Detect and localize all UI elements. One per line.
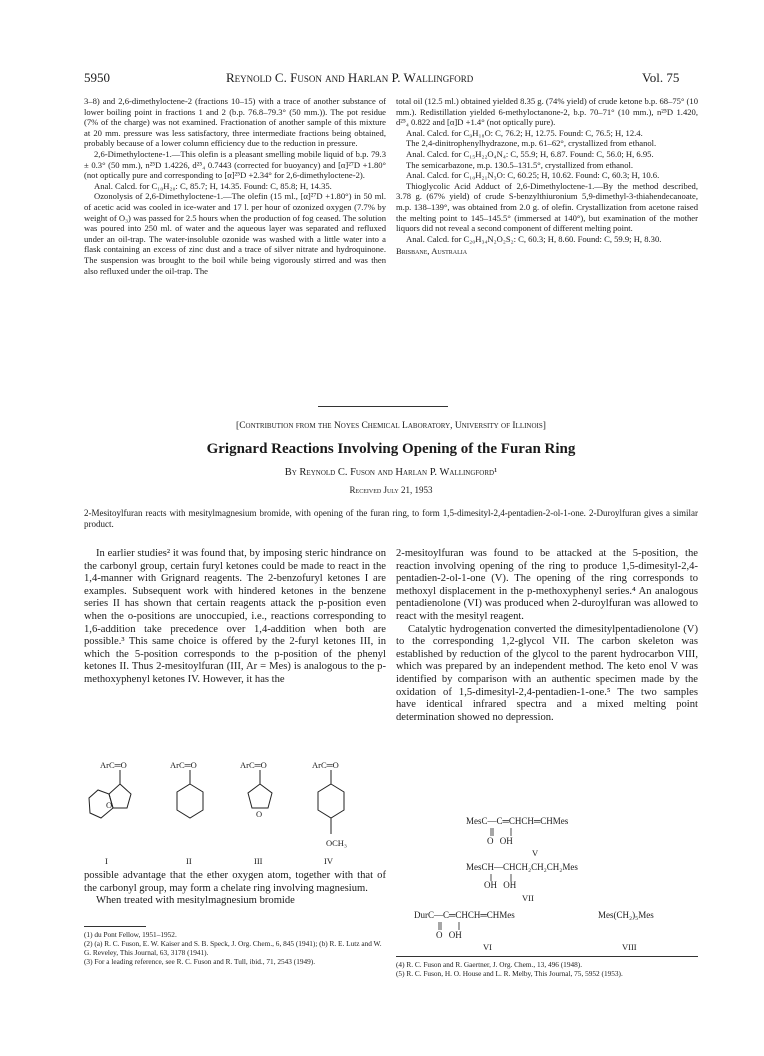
footnote: (1) du Pont Fellow, 1951–1952. (84, 930, 177, 939)
footnotes-left (84, 930, 386, 966)
paragraph: 2,6-Dimethyloctene-1.—This olefin is a pleasant smelling mobile liquid of b.p. 79.3 ± 0.3° (50 mm.), n²⁵D 1.4226, d²⁵₄ 0.7443 (corrected for buoyancy) and [α]²⁷D +1.80° (not optically pure and corresponding to [α]²⁵D +2.34° for 2,6-dimethyloctene-2). (84, 148, 386, 181)
paragraph: When treated with mesitylmagnesium bromide (96, 895, 295, 907)
compound-label: I (105, 856, 108, 866)
paragraph: Catalytic hydrogenation converted the dimesitylpentadienolone (V) to the corresponding 1,2-glycol VII. The carbon skeleton was established by reduction of the glycol to the parent hydrocarbon VIII, which was prepared by an independent method. The keto enol V was identified by comparison with an authentic specimen made by the oxidation of 1,5-dimesityl-2,4-pentadien-1-one.⁵ The two samples have identical infrared spectra and a mixed melting point determination showed no depression. (396, 623, 698, 723)
footnote-divider (84, 926, 146, 927)
location: Brisbane, Australia (396, 246, 468, 257)
contribution-line: [Contribution from the Noyes Chemical Laboratory, University of Illinois] (236, 421, 546, 431)
compound-label: VI (483, 942, 492, 952)
paragraph: Anal. Calcd. for C₉H₁₈O: C, 76.2; H, 12.75. Found: C, 76.5; H, 12.4. (406, 127, 643, 138)
structures-I-IV (84, 756, 386, 868)
compound-label: VIII (622, 942, 637, 952)
compound-label: IV (324, 856, 333, 866)
paragraph: possible advantage that the ether oxygen atom, together with that of the carbonyl group, may form a chelate ring involving magnesium. (84, 870, 386, 894)
paragraph: In earlier studies² it was found that, by imposing steric hindrance on the carbonyl group, certain furyl ketones could be made to react in the 1,4-manner with Grignard reagents. The 2-benzofuryl ketones I are examples. Subsequent work with hindered ketones in the benzene series II has shown that certain reagents attack the p-position even when the o-positions are unoccupied, i.e., reactions corresponding to 1,6-addition take precedence over 1,4-addition when both are possible.³ This same choice is offered by the 2-furyl ketones III, in which the 5-position corresponds to the p-position of the phenyl ketones II. Thus 2-mesitoylfuran (III, Ar = Mes) is analogous to the p-methoxyphenyl ketones IV. However, it has the (84, 548, 386, 685)
compound-label: VII (522, 893, 534, 903)
structure-label: ArC═O (240, 760, 267, 770)
methoxy-label: OCH₃ (326, 838, 347, 848)
structure-label: ArC═O (170, 760, 197, 770)
page-number: 5950 (84, 70, 110, 85)
paragraph: Anal. Calcd. for C₂₀H₃₄N₂O₂S₂: C, 60.3; H, 8.60. Found: C, 59.9; H, 8.30. (406, 233, 662, 244)
formula-V: MesC—C═CHCH═CHMes (466, 816, 569, 826)
paragraph: 2-mesitoylfuran was found to be attacked at the 5-position, the reaction involving opening of the ring to produce 1,5-dimesityl-2,4-pentadien-2-ol-1-one (V). The opening of the ring corresponds to methoxyl displacement in the p-methoxyphenyl series.⁴ An analogous pentadienolone (VI) was produced when 2-duroylfuran was allowed to react with the mesityl reagent. (396, 548, 698, 622)
oxygen-atom: O (256, 809, 263, 819)
formula-VII: MesCH—CHCH₂CH₂CH₂Mes (466, 862, 578, 872)
formula-VI: DurC—C═CHCH═CHMes (414, 910, 515, 920)
paragraph: 3–8) and 2,6-dimethyloctene-2 (fractions 10–15) with a trace of another substance of lower boiling point in fractions 1 and 2 (b.p. 76.8–79.3° (50 mm.)). The pot residue (7% of the charge) was not examined. Fractionation of another sample of this mixture at 20 mm. pressure was less satisfactory, three intermediate fractions being obtained, probably because of a lower column efficiency due to the reduction in pressure. (84, 96, 386, 149)
received-date: Received July 21, 1953 (349, 485, 433, 495)
paragraph: Anal. Calcd. for C₁₀H₂₀: C, 85.7; H, 14.35. Found: C, 85.8; H, 14.35. (94, 180, 332, 191)
compound-label: II (186, 856, 192, 866)
running-head-authors: Reynold C. Fuson and Harlan P. Wallingford (226, 70, 474, 85)
formula-VI-substituents: O OH (436, 930, 462, 940)
compound-label: III (254, 856, 263, 866)
footnote: (4) R. C. Fuson and R. Gaertner, J. Org. Chem., 13, 496 (1948). (396, 960, 583, 969)
abstract: 2-Mesitoylfuran reacts with mesitylmagnesium bromide, with opening of the furan ring, to form 1,5-dimesityl-2,4-pentadien-2-ol-1-one. 2-Duroylfuran gives a similar product. (84, 508, 698, 529)
body-right-text (396, 548, 698, 724)
section-divider (318, 406, 448, 407)
compound-label: V (532, 848, 539, 858)
formula-bond-lines (396, 824, 698, 944)
byline: By Reynold C. Fuson and Harlan P. Wallingford¹ (284, 467, 498, 478)
footnote: (3) For a leading reference, see R. C. Fuson and R. Tull, ibid., 71, 2543 (1949). (84, 957, 316, 966)
paragraph: Thioglycolic Acid Adduct of 2,6-Dimethyloctene-1.—By the method described, 3.78 g. (67% yield) of crude S-benzylthiuronium 5,9-dimethyl-3-thiahendecanoate, m.p. 138–139°, was obtained from 2.0 g. of olefin. Crystallization from acetone raised the melting point to 145–145.5° (immersed at 140°), but examination of the mother liquors did not reveal a second component of different melting point. (396, 180, 698, 234)
footnote-divider (396, 956, 698, 957)
footnote: (2) (a) R. C. Fuson, E. W. Kaiser and S. B. Speck, J. Org. Chem., 6, 845 (1941); (b) R. E. Lutz and W. G. Reveley, This Journal, 63, 3178 (1941). (84, 939, 382, 957)
article-title: Grignard Reactions Involving Opening of the Furan Ring (206, 441, 576, 457)
paragraph: Anal. Calcd. for C₁₅H₂₂O₄N₄: C, 55.9; H, 6.87. Found: C, 56.0; H, 6.95. (406, 148, 654, 159)
body-left-text-2 (84, 870, 386, 908)
paragraph: total oil (12.5 ml.) obtained yielded 8.35 g. (74% yield) of crude ketone b.p. 68–75° (10 mm.). Redistillation yielded 6-methyloctanone-2, b.p. 70–71° (10 mm.), n²⁵D 1.420, d²⁵₄ 0.822 and [α]D +1.4° (not optically pure). (396, 96, 699, 128)
volume-label: Vol. 75 (642, 70, 680, 85)
formula-VII-substituents: OH OH (484, 880, 517, 890)
paragraph: The 2,4-dinitrophenylhydrazone, m.p. 61–62°, crystallized from ethanol. (406, 138, 657, 149)
formula-VIII: Mes(CH₂)₅Mes (598, 910, 654, 920)
paragraph: The semicarbazone, m.p. 130.5–131.5°, crystallized from ethanol. (406, 159, 634, 170)
paragraph: Anal. Calcd. for C₁₀H₂₁N₃O: C, 60.25; H, 10.62. Found: C, 60.3; H, 10.6. (406, 170, 660, 181)
structure-label: ArC═O (100, 760, 127, 770)
paragraph: Ozonolysis of 2,6-Dimethyloctene-1.—The olefin (15 ml., [α]²⁷D +1.80°) in 50 ml. of acetic acid was cooled in ice-water and 17 l. per hour of ozonized oxygen (7.7% by weight of O₃) was passed for 2.5 hours when the production of fog ceased. The solution was poured into 250 ml. of water and the aqueous layer was separated and refluxed under an oil-trap. The water-insoluble ozonide was washed with a little water into a flask containing an excess of zinc dust and a trace of silver nitrate and hydroquinone. The suspension was brought to the boil while being vigorously stirred and was then also refluxed under the oil-trap. The (84, 191, 386, 276)
structure-label: ArC═O (312, 760, 339, 770)
formula-V-substituents: O OH (487, 836, 513, 846)
footnotes-right (396, 960, 698, 978)
oxygen-atom: O (106, 800, 113, 810)
top-right-column (396, 96, 698, 257)
top-left-column (84, 96, 386, 276)
body-left-text (84, 548, 386, 687)
footnote: (5) R. C. Fuson, H. O. House and L. R. Melby, This Journal, 75, 5952 (1953). (396, 969, 623, 978)
